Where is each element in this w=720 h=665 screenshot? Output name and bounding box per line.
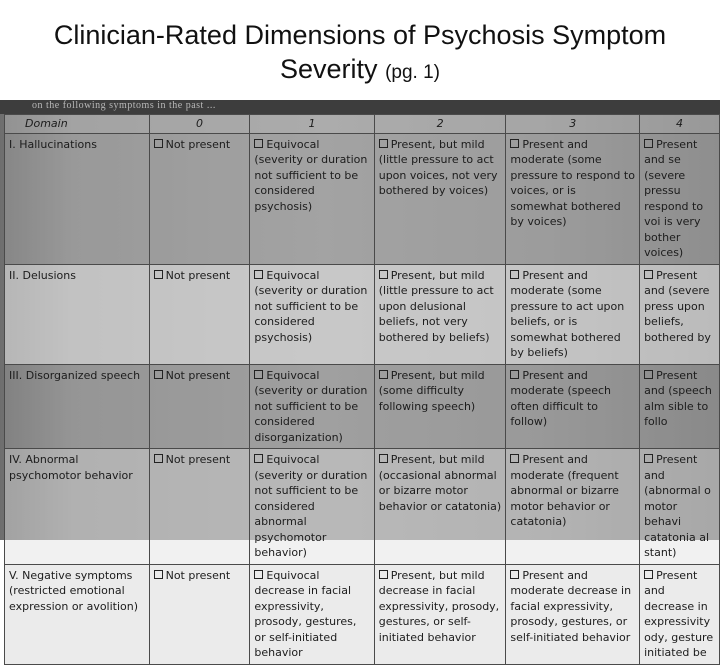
table-row-hallucinations xyxy=(5,133,720,264)
checkbox[interactable] xyxy=(379,139,388,148)
option-cell: Not present xyxy=(149,364,250,449)
severity-table xyxy=(4,114,720,665)
checkbox[interactable] xyxy=(510,570,519,579)
table-row-delusions xyxy=(5,264,720,364)
header-score-0: 0 xyxy=(149,115,250,134)
checkbox[interactable] xyxy=(510,139,519,148)
option-cell: Present, but mild (some difficulty following speech) xyxy=(374,364,506,449)
option-cell: Not present xyxy=(149,133,250,264)
clipped-header-text: on the following symptoms in the past ... xyxy=(32,100,216,111)
checkbox[interactable] xyxy=(154,270,163,279)
checkbox[interactable] xyxy=(644,570,653,579)
option-cell: Present and (severe press upon beliefs, bothered by xyxy=(640,264,720,364)
checkbox[interactable] xyxy=(154,570,163,579)
option-cell: Equivocal (severity or duration not sufficient to be considered psychosis) xyxy=(250,133,374,264)
photo-top-strip xyxy=(0,100,720,114)
option-cell: Not present xyxy=(149,564,250,664)
checkbox[interactable] xyxy=(379,570,388,579)
checkbox[interactable] xyxy=(254,570,263,579)
checkbox[interactable] xyxy=(644,139,653,148)
checkbox[interactable] xyxy=(644,370,653,379)
domain-disorganized-speech: III. Disorganized speech xyxy=(5,364,150,449)
table-row-negative-symptoms xyxy=(5,564,720,664)
option-cell: Not present xyxy=(149,449,250,565)
checkbox[interactable] xyxy=(379,370,388,379)
domain-negative-symptoms: V. Negative symptoms (restricted emotional expression or avolition) xyxy=(5,564,150,664)
title-line-2 xyxy=(0,52,720,90)
option-cell: Present and moderate (some pressure to act upon beliefs, or is somewhat bothered by beliefs) xyxy=(506,264,640,364)
table-row-disorganized-speech xyxy=(5,364,720,449)
option-cell: Present, but mild decrease in facial expressivity, prosody, gestures, or self-initiated behavior xyxy=(374,564,506,664)
option-cell: Present and decrease in expressivity ody, gesture initiated be xyxy=(640,564,720,664)
checkbox[interactable] xyxy=(644,454,653,463)
checkbox[interactable] xyxy=(254,139,263,148)
option-cell: Present and moderate (speech often difficult to follow) xyxy=(506,364,640,449)
option-cell: Not present xyxy=(149,264,250,364)
slide-title xyxy=(0,18,720,90)
checkbox[interactable] xyxy=(644,270,653,279)
table-row-abnormal-psychomotor-behavior xyxy=(5,449,720,565)
title-severity: Severity xyxy=(280,54,378,84)
checkbox[interactable] xyxy=(510,270,519,279)
domain-abnormal-psychomotor-behavior: IV. Abnormal psychomotor behavior xyxy=(5,449,150,565)
checkbox[interactable] xyxy=(510,370,519,379)
option-cell: Present and se (severe pressu respond to voi is very bother voices) xyxy=(640,133,720,264)
option-cell: Present and moderate decrease in facial expressivity, prosody, gestures, or self-initiated behavior xyxy=(506,564,640,664)
option-cell: Present, but mild (occasional abnormal or bizarre motor behavior or catatonia) xyxy=(374,449,506,565)
header-score-2: 2 xyxy=(374,115,506,134)
option-cell: Equivocal (severity or duration not sufficient to be considered disorganization) xyxy=(250,364,374,449)
domain-delusions: II. Delusions xyxy=(5,264,150,364)
checkbox[interactable] xyxy=(154,370,163,379)
header-score-3: 3 xyxy=(506,115,640,134)
checkbox[interactable] xyxy=(154,454,163,463)
checkbox[interactable] xyxy=(254,454,263,463)
option-cell: Present and (speech alm sible to follo xyxy=(640,364,720,449)
checkbox[interactable] xyxy=(254,370,263,379)
checkbox[interactable] xyxy=(379,454,388,463)
option-cell: Present and moderate (frequent abnormal or bizarre motor behavior or catatonia) xyxy=(506,449,640,565)
header-score-1: 1 xyxy=(250,115,374,134)
checkbox[interactable] xyxy=(379,270,388,279)
domain-hallucinations: I. Hallucinations xyxy=(5,133,150,264)
checkbox[interactable] xyxy=(510,454,519,463)
header-score-4: 4 xyxy=(640,115,720,134)
option-cell: Equivocal (severity or duration not sufficient to be considered abnormal psychomotor behavior) xyxy=(250,449,374,565)
option-cell: Present, but mild (little pressure to act upon delusional beliefs, not very bothered by beliefs) xyxy=(374,264,506,364)
option-cell: Present and (abnormal o motor behavi catatonia al stant) xyxy=(640,449,720,565)
option-cell: Equivocal (severity or duration not sufficient to be considered psychosis) xyxy=(250,264,374,364)
page-reference: (pg. 1) xyxy=(385,62,440,83)
option-cell: Present and moderate (some pressure to respond to voices, or is somewhat bothered by voices) xyxy=(506,133,640,264)
title-line-1: Clinician-Rated Dimensions of Psychosis Symptom xyxy=(53,20,667,50)
checkbox[interactable] xyxy=(154,139,163,148)
form-photo xyxy=(0,100,720,659)
header-domain: Domain xyxy=(5,115,150,134)
table-header-row xyxy=(5,115,720,134)
checkbox[interactable] xyxy=(254,270,263,279)
option-cell: Present, but mild (little pressure to act upon voices, not very bothered by voices) xyxy=(374,133,506,264)
option-cell: Equivocal decrease in facial expressivity, prosody, gestures, or self-initiated behavior xyxy=(250,564,374,664)
